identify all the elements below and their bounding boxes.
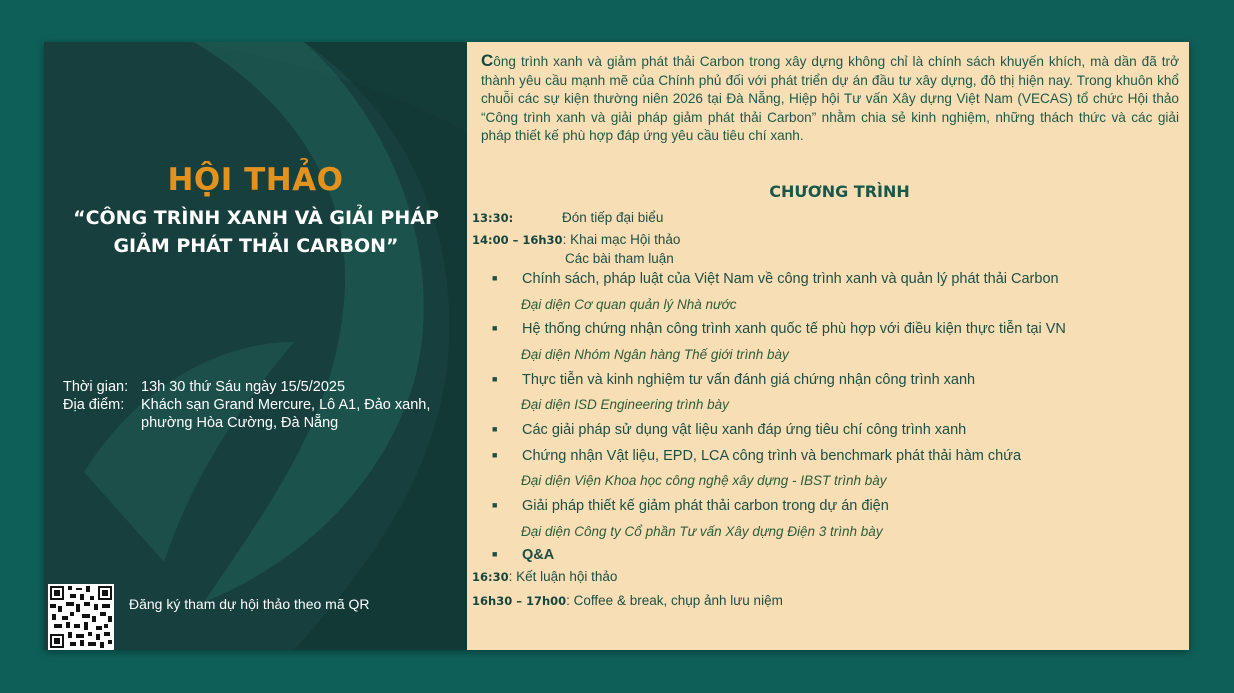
- bullet-icon: ■: [492, 323, 498, 333]
- intro-paragraph: [481, 52, 1179, 146]
- program-item-presenter: Đại diện Viện Khoa học công nghệ xây dựng - IBST trình bày: [521, 473, 887, 488]
- place-value: Khách sạn Grand Mercure, Lô A1, Đảo xanh, phường Hòa Cường, Đà Nẵng: [141, 397, 431, 431]
- intro-drop-cap: C: [481, 51, 494, 70]
- program-item: [492, 422, 966, 438]
- bullet-icon: ■: [492, 549, 498, 559]
- program-item: [492, 372, 975, 388]
- qr-code-icon[interactable]: [48, 584, 114, 650]
- bullet-icon: ■: [492, 450, 498, 460]
- program-item-text: Hệ thống chứng nhận công trình xanh quốc tế phù hợp với điều kiện thực tiễn tại VN: [522, 321, 1066, 337]
- schedule-text: Các bài tham luận: [565, 251, 674, 266]
- program-item-presenter: Đại diện Cơ quan quản lý Nhà nước: [521, 297, 737, 312]
- program-item-text: Thực tiễn và kinh nghiệm tư vấn đánh giá chứng nhận công trình xanh: [522, 372, 976, 388]
- event-info: [63, 378, 453, 432]
- program-item: [492, 498, 889, 514]
- time-label: Thời gian:: [63, 379, 129, 395]
- program-item: [492, 448, 1021, 464]
- left-panel: [44, 42, 467, 650]
- program-item: [492, 271, 1059, 287]
- event-title: HỘI THẢO: [167, 162, 344, 198]
- closing-row: [472, 593, 783, 608]
- closing-time: 16:30: [472, 570, 509, 584]
- schedule-row: [472, 232, 680, 247]
- closing-time: 16h30 – 17h00: [472, 594, 567, 608]
- qr-register-text: Đăng ký tham dự hội thảo theo mã QR: [129, 596, 370, 612]
- time-value: 13h 30 thứ Sáu ngày 15/5/2025: [141, 379, 346, 395]
- program-item-presenter: Đại diện Nhóm Ngân hàng Thế giới trình bày: [521, 347, 789, 362]
- program-item-text: Các giải pháp sử dụng vật liệu xanh đáp ứng tiêu chí công trình xanh: [522, 422, 967, 438]
- closing-text: : Coffee & break, chụp ảnh lưu niệm: [566, 593, 783, 608]
- program-item-text: Chứng nhận Vật liệu, EPD, LCA công trình và benchmark phát thải hàm chứa: [522, 448, 1022, 464]
- closing-row: [472, 569, 617, 584]
- background-swirl: [44, 42, 467, 650]
- time-row: [63, 378, 453, 396]
- bullet-icon: ■: [492, 273, 498, 283]
- program-title: CHƯƠNG TRÌNH: [769, 182, 910, 201]
- event-card: [44, 42, 1189, 650]
- program-item-text: Q&A: [522, 547, 555, 563]
- place-row: [63, 396, 453, 432]
- bullet-icon: ■: [492, 500, 498, 510]
- closing-text: : Kết luận hội thảo: [508, 569, 618, 584]
- program-item: [492, 321, 1066, 337]
- schedule-time: 13:30:: [472, 211, 514, 225]
- program-item-text: Chính sách, pháp luật của Việt Nam về công trình xanh và quản lý phát thải Carbon: [522, 271, 1059, 287]
- schedule-row: [472, 210, 513, 225]
- right-panel: [467, 42, 1189, 650]
- program-item-presenter: Đại diện Công ty Cổ phần Tư vấn Xây dựng Điện 3 trình bày: [521, 524, 883, 539]
- program-item-text: Giải pháp thiết kế giảm phát thải carbon trong dự án điện: [522, 498, 889, 514]
- schedule-text: Đón tiếp đại biểu: [562, 210, 664, 225]
- program-item: [492, 547, 554, 563]
- bullet-icon: ■: [492, 424, 498, 434]
- bullet-icon: ■: [492, 374, 498, 384]
- program-item-presenter: Đại diện ISD Engineering trình bày: [521, 397, 729, 412]
- intro-text: ông trình xanh và giảm phát thải Carbon trong xây dựng không chỉ là chính sách khuyến khích, mà dần đã trở thành yêu cầu mạnh mẽ của Chính phủ đối với phát triển dự án đầu tư xây dựng, đô thị hiện nay. Trong khuôn khổ chuỗi các sự kiện thường niên 2026 tại Đà Nẵng, Hiệp hội Tư vấn Xây dựng Việt Nam (VECAS) tổ chức Hội thảo “Công trình xanh và giải pháp giảm phát thải Carbon” nhằm chia sẻ kinh nghiệm, những thách thức và các giải pháp thiết kế phù hợp đáp ứng yêu cầu tiêu chí xanh.: [481, 54, 1179, 143]
- schedule-text: : Khai mạc Hội thảo: [562, 232, 681, 247]
- schedule-time: 14:00 – 16h30: [472, 233, 563, 247]
- event-subtitle: “CÔNG TRÌNH XANH VÀ GIẢI PHÁP GIẢM PHÁT THẢI CARBON”: [73, 207, 439, 257]
- place-label: Địa điểm:: [63, 397, 125, 413]
